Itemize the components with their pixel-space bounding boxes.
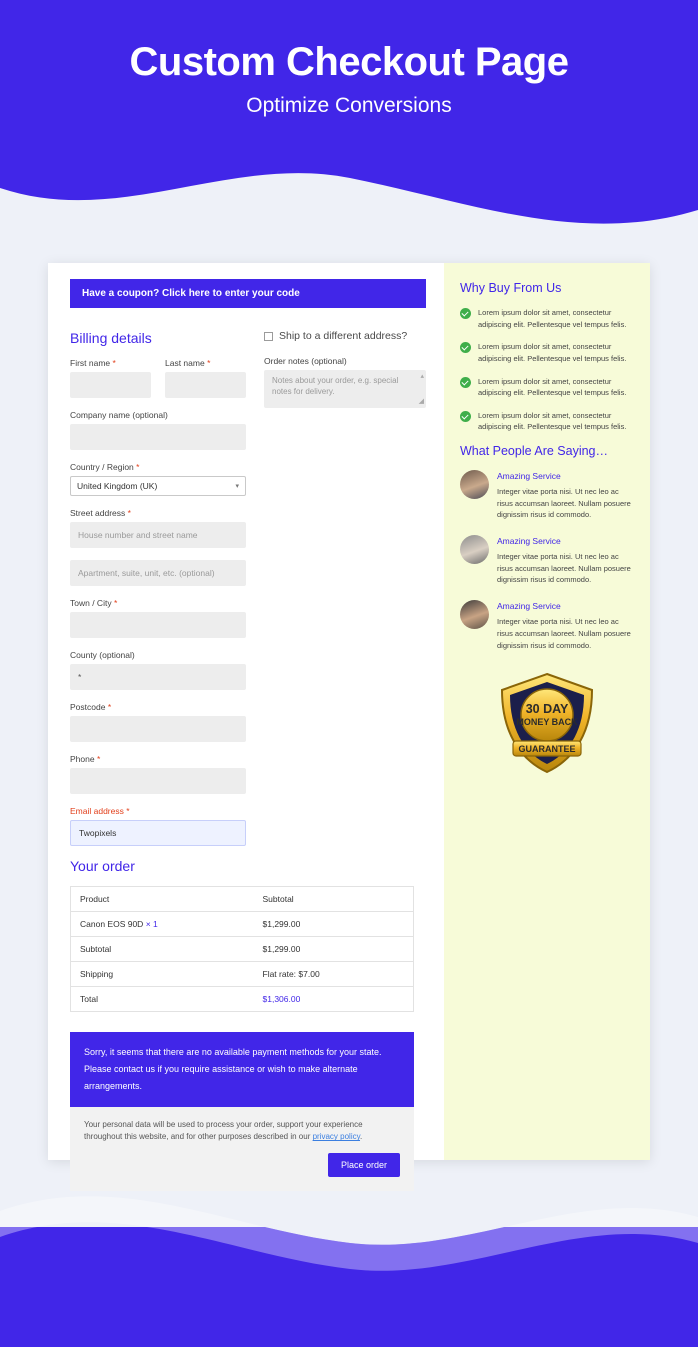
street-address-label: Street address * — [70, 508, 131, 518]
badge-line-1: 30 DAY — [525, 702, 569, 717]
table-row — [71, 937, 414, 962]
phone-label: Phone * — [70, 754, 101, 764]
shield-icon — [495, 671, 599, 775]
checkbox-icon — [264, 332, 273, 341]
guarantee-badge-wrapper — [460, 671, 634, 775]
table-header-row — [71, 887, 414, 912]
list-item — [460, 341, 634, 364]
resize-handle-icon[interactable]: ◢ — [418, 397, 424, 405]
coupon-banner[interactable]: Have a coupon? Click here to enter your code — [70, 279, 426, 308]
check-circle-icon — [460, 377, 471, 388]
order-notes-label: Order notes (optional) — [264, 356, 347, 366]
last-name-label: Last name * — [165, 358, 211, 368]
ship-different-address-checkbox[interactable] — [264, 330, 426, 342]
country-select[interactable] — [70, 476, 246, 496]
order-subtotal-label: Subtotal — [71, 937, 254, 962]
county-input[interactable]: * — [70, 664, 246, 690]
phone-input[interactable] — [70, 768, 246, 794]
why-buy-heading: Why Buy From Us — [460, 281, 562, 295]
country-label: Country / Region * — [70, 462, 140, 472]
order-product-amount: $1,299.00 — [254, 912, 414, 937]
badge-line-2: MONEY BACK — [516, 717, 578, 728]
scroll-up-icon[interactable]: ▴ — [420, 373, 424, 380]
postcode-input[interactable] — [70, 716, 246, 742]
checkout-sidebar — [444, 263, 650, 1160]
first-name-label: First name * — [70, 358, 116, 368]
badge-line-3: GUARANTEE — [518, 744, 576, 755]
benefit-text: Lorem ipsum dolor sit amet, consectetur adipiscing elit. Pellentesque vel tempus felis. — [478, 308, 627, 329]
last-name-input[interactable] — [165, 372, 246, 398]
company-input[interactable] — [70, 424, 246, 450]
table-row — [71, 987, 414, 1012]
order-heading: Your order — [70, 858, 135, 874]
first-name-input[interactable] — [70, 372, 151, 398]
column-header-subtotal: Subtotal — [254, 887, 414, 912]
list-item — [460, 410, 634, 433]
list-item — [460, 470, 634, 521]
list-item — [460, 600, 634, 651]
payment-unavailable-notice: Sorry, it seems that there are no available payment methods for your state. Please contact us if you require assistance or wish to make alternate arrangements. — [70, 1032, 414, 1107]
order-shipping-label: Shipping — [71, 962, 254, 987]
testimonial-body: Integer vitae porta nisi. Ut nec leo ac risus accumsan laoreet. Nullam posuere dignissim risus id commodo. — [497, 552, 631, 585]
company-label: Company name (optional) — [70, 410, 168, 420]
testimonial-title: Amazing Service — [497, 601, 561, 612]
street-address-2-input[interactable]: Apartment, suite, unit, etc. (optional) — [70, 560, 246, 586]
order-total-amount: $1,306.00 — [254, 987, 414, 1012]
billing-details-section — [70, 330, 246, 858]
list-item — [460, 535, 634, 586]
place-order-button[interactable]: Place order — [328, 1153, 400, 1177]
city-label: Town / City * — [70, 598, 118, 608]
email-label: Email address * — [70, 806, 130, 816]
shipping-section — [264, 330, 426, 858]
list-item — [460, 307, 634, 330]
city-input[interactable] — [70, 612, 246, 638]
testimonial-body: Integer vitae porta nisi. Ut nec leo ac risus accumsan laoreet. Nullam posuere dignissim risus id commodo. — [497, 617, 631, 650]
order-notes-textarea[interactable] — [264, 370, 426, 408]
checkout-main-column — [48, 263, 444, 1171]
testimonial-title: Amazing Service — [497, 536, 561, 547]
column-header-product: Product — [71, 887, 254, 912]
privacy-policy-link[interactable]: privacy policy — [312, 1132, 361, 1142]
privacy-text-before: Your personal data will be used to process your order, support your experience throughout this website, and for other purposes described in our — [84, 1120, 363, 1142]
county-label: County (optional) — [70, 650, 135, 660]
table-row — [71, 912, 414, 937]
check-circle-icon — [460, 308, 471, 319]
billing-heading: Billing details — [70, 330, 152, 346]
wave-divider-top — [0, 150, 698, 260]
order-notes-placeholder: Notes about your order, e.g. special notes for delivery. — [272, 376, 399, 396]
order-review-table — [70, 886, 414, 1012]
chevron-down-icon: ▾ — [235, 483, 239, 490]
money-back-guarantee-badge — [495, 671, 599, 775]
list-item — [460, 376, 634, 399]
page-subtitle: Optimize Conversions — [246, 94, 452, 117]
avatar — [460, 600, 489, 629]
benefit-text: Lorem ipsum dolor sit amet, consectetur adipiscing elit. Pellentesque vel tempus felis. — [478, 376, 627, 398]
testimonial-body: Integer vitae porta nisi. Ut nec leo ac risus accumsan laoreet. Nullam posuere dignissim risus id commodo. — [497, 487, 631, 520]
postcode-label: Postcode * — [70, 702, 112, 712]
order-subtotal-amount: $1,299.00 — [254, 937, 414, 962]
street-address-input[interactable]: House number and street name — [70, 522, 246, 548]
avatar — [460, 535, 489, 564]
testimonial-title: Amazing Service — [497, 471, 561, 481]
check-circle-icon — [460, 342, 471, 353]
privacy-text-after: . — [360, 1132, 363, 1142]
benefit-text: Lorem ipsum dolor sit amet, consectetur adipiscing elit. Pellentesque vel tempus felis. — [478, 342, 627, 363]
order-product-name: Canon EOS 90D × 1 — [71, 912, 254, 937]
order-total-label: Total — [71, 987, 254, 1012]
privacy-policy-box — [70, 1107, 414, 1191]
testimonials-heading: What People Are Saying… — [460, 444, 608, 458]
table-row — [71, 962, 414, 987]
email-input[interactable]: Twopixels — [70, 820, 246, 846]
page-title: Custom Checkout Page — [129, 40, 569, 84]
check-circle-icon — [460, 411, 471, 422]
ship-different-address-label: Ship to a different address? — [279, 330, 408, 342]
avatar — [460, 470, 489, 499]
benefit-text: Lorem ipsum dolor sit amet, consectetur adipiscing elit. Pellentesque vel tempus felis. — [478, 410, 627, 432]
order-product-qty: × 1 — [145, 919, 158, 929]
country-select-value: United Kingdom (UK) — [77, 481, 158, 491]
checkout-card — [48, 263, 650, 1171]
order-shipping-amount: Flat rate: $7.00 — [254, 962, 414, 987]
